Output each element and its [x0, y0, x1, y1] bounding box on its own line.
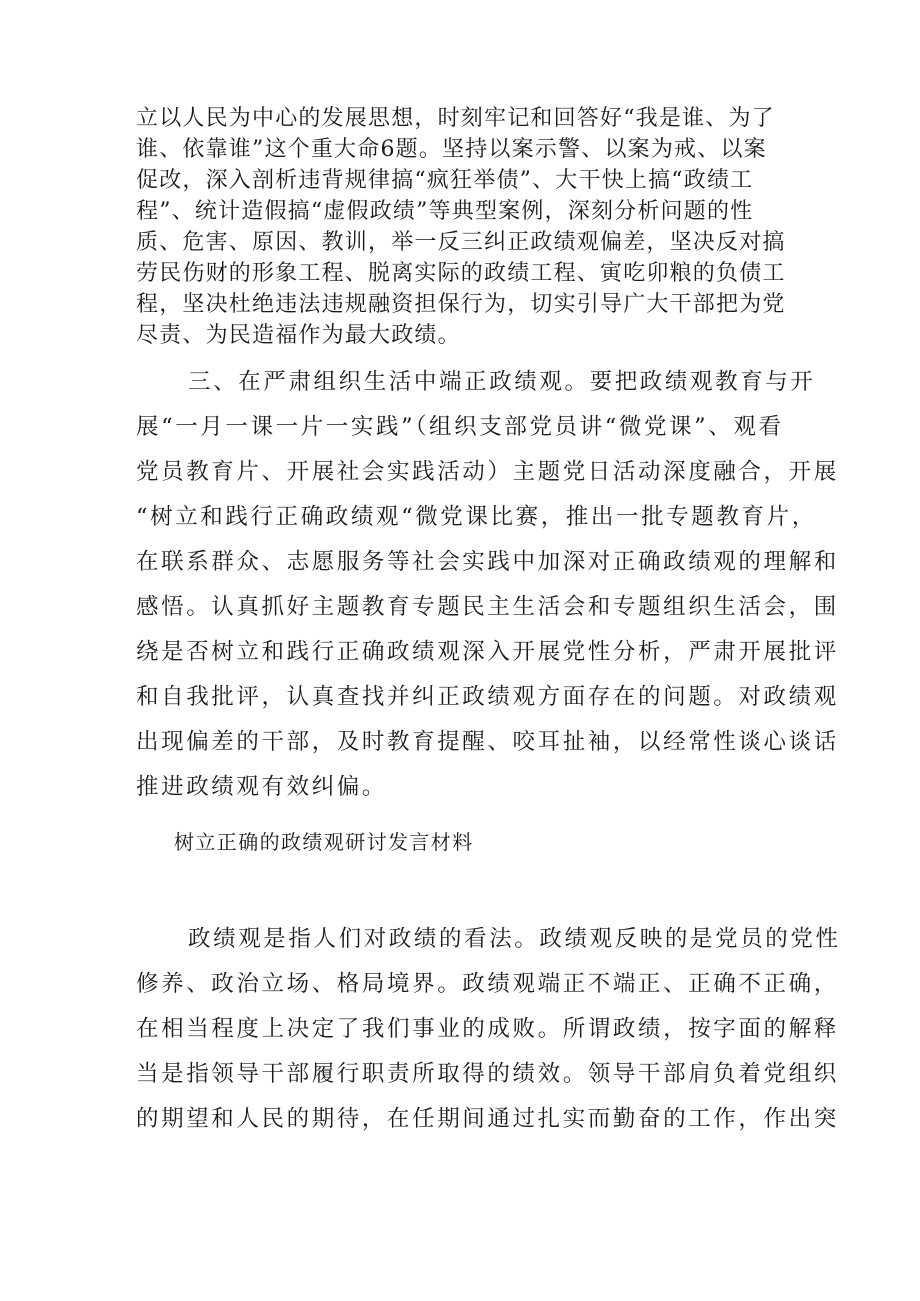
paragraph-line: 当是指领导干部履行职责所取得的绩效。领导干部肩负着党组织 [136, 1061, 839, 1087]
paragraph-line: 党员教育片、开展社会实践活动）主题党日活动深度融合，开展 [136, 459, 839, 485]
paragraph-line: 修养、政治立场、格局境界。政绩观端正不端正、正确不正确， [136, 971, 839, 997]
paragraph-line: 尽责、为民造福作为最大政绩。 [136, 323, 461, 348]
paragraph-line: 在联系群众、志愿服务等社会实践中加深对正确政绩观的理解和 [136, 549, 839, 575]
paragraph-line: 推进政绩观有效纠偏。 [136, 774, 388, 800]
paragraph-line: 的期望和人民的期待，在任期间通过扎实而勤奋的工作，作出突 [136, 1106, 839, 1132]
paragraph-line: 和自我批评，认真查找并纠正政绩观方面存在的问题。对政绩观 [136, 684, 839, 710]
paragraph-line: 程，坚决杜绝违法违规融资担保行为，切实引导广大干部把为党 [136, 292, 786, 317]
paragraph-line: 劳民伤财的形象工程、脱离实际的政绩工程、寅吃卯粮的负债工 [136, 261, 786, 286]
document-title: 树立正确的政绩观研讨发言材料 [174, 830, 474, 854]
paragraph-line: “树立和践行正确政绩观“微党课比赛，推出一批专题教育片， [136, 504, 817, 530]
paragraph-line: 谁、依靠谁”这个重大命6题。坚持以案示警、以案为戒、以案 [136, 137, 767, 162]
paragraph-line: 绕是否树立和践行正确政绩观深入开展党性分析，严肃开展批评 [136, 639, 839, 665]
paragraph-line: 感悟。认真抓好主题教育专题民主生活会和专题组织生活会，围 [136, 594, 839, 620]
paragraph-line: 质、危害、原因、教训，举一反三纠正政绩观偏差，坚决反对搞 [136, 230, 786, 255]
section-heading-line: 三、在严肃组织生活中端正政绩观。要把政绩观教育与开 [188, 369, 816, 395]
paragraph-line: 在相当程度上决定了我们事业的成败。所谓政绩，按字面的解释 [136, 1016, 839, 1042]
paragraph-line: 立以人民为中心的发展思想，时刻牢记和回答好“我是谁、为了 [136, 106, 775, 131]
paragraph-line: 出现偏差的干部，及时教育提醒、咬耳扯袖，以经常性谈心谈话 [136, 729, 839, 755]
paragraph-line: 展“一月一课一片一实践”（组织支部党员讲“微党课”、观看 [136, 414, 784, 440]
paragraph-line: 程”、统计造假搞“虚假政绩”等典型案例，深刻分析问题的性 [136, 199, 754, 224]
paragraph-line: 政绩观是指人们对政绩的看法。政绩观反映的是党员的党性 [188, 926, 841, 952]
paragraph-line: 促改，深入剖析违背规律搞“疯狂举债”、大干快上搞“政绩工 [136, 168, 754, 193]
